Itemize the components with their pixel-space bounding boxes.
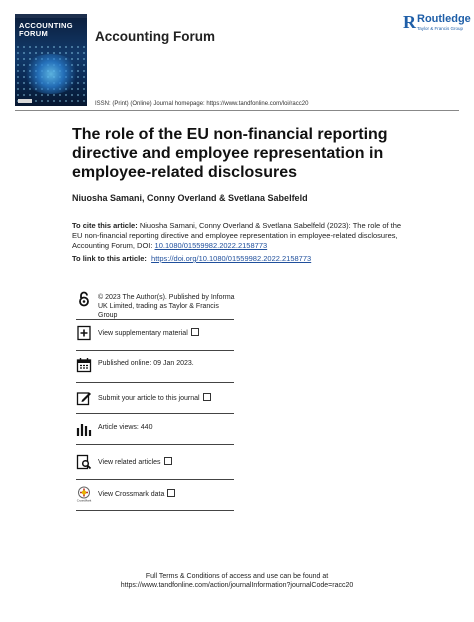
- item-divider: [76, 479, 234, 480]
- views-item: [76, 421, 236, 447]
- publisher-name: Routledge: [417, 13, 471, 25]
- cover-title: ACCOUNTING FORUM: [19, 21, 73, 38]
- article-link-block: [72, 254, 311, 263]
- external-link-icon: [167, 489, 175, 497]
- open-access-icon: [76, 291, 92, 307]
- supplementary-item[interactable]: [76, 325, 236, 351]
- submit-item[interactable]: [76, 390, 236, 416]
- cite-doi-link[interactable]: 10.1080/01559982.2022.2158773: [154, 241, 268, 250]
- link-label: To link to this article:: [72, 254, 147, 263]
- article-title: The role of the EU non-financial reporting directive and employee representation in employee-related disclosures: [72, 126, 388, 181]
- item-divider: [76, 510, 234, 511]
- item-divider: [76, 382, 234, 383]
- journal-name: Accounting Forum: [95, 29, 215, 44]
- supplementary-link[interactable]: View supplementary material: [98, 330, 188, 337]
- related-item[interactable]: [76, 454, 236, 480]
- external-link-icon: [164, 457, 172, 465]
- issn-homepage-line: ISSN: (Print) (Online) Journal homepage: https://www.tandfonline.com/loi/racc20: [95, 101, 309, 107]
- published-date: Published online: 09 Jan 2023.: [98, 360, 194, 367]
- published-item: [76, 357, 236, 383]
- calendar-icon: [76, 357, 92, 373]
- terms-footer: [0, 572, 474, 590]
- external-link-icon: [191, 328, 199, 336]
- cite-text: Niuosha Samani, Conny Overland & Svetlana Sabelfeld (2023): The role of the EU non-financial reporting directive and employee representation in employee-related disclosures, Accounting Forum, DOI:: [72, 221, 402, 250]
- crossmark-item[interactable]: [76, 486, 236, 514]
- cite-label: To cite this article:: [72, 221, 138, 230]
- article-authors: Niuosha Samani, Conny Overland & Svetlana Sabelfeld: [72, 193, 308, 203]
- crossmark-badge-label: CrossMark: [76, 498, 92, 502]
- journal-cover-image: [15, 14, 87, 106]
- terms-line: Full Terms & Conditions of access and use can be found at: [145, 573, 329, 580]
- crossmark-icon: [76, 486, 92, 502]
- article-views: Article views: 440: [98, 424, 153, 431]
- routledge-r-icon: R: [403, 12, 416, 32]
- item-divider: [76, 350, 234, 351]
- related-articles-link[interactable]: View related articles: [98, 459, 161, 466]
- search-document-icon: [76, 454, 92, 470]
- submit-article-link[interactable]: Submit your article to this journal: [98, 395, 200, 402]
- copyright-item: [76, 291, 236, 329]
- external-link-icon: [203, 393, 211, 401]
- header-divider: [15, 110, 459, 111]
- article-doi-link[interactable]: https://doi.org/10.1080/01559982.2022.2158773: [151, 254, 312, 263]
- citation-block: [72, 221, 412, 251]
- publisher-subtitle: Taylor & Francis Group: [417, 26, 464, 31]
- edit-pencil-icon: [76, 390, 92, 406]
- bar-chart-icon: [76, 421, 92, 437]
- copyright-text: © 2023 The Author(s). Published by Informa UK Limited, trading as Taylor & Francis Group: [98, 294, 235, 319]
- item-divider: [76, 319, 234, 320]
- crossmark-link[interactable]: View Crossmark data: [98, 491, 165, 498]
- terms-url[interactable]: https://www.tandfonline.com/action/journalInformation?journalCode=racc20: [120, 582, 354, 589]
- add-document-icon: [76, 325, 92, 341]
- item-divider: [76, 413, 234, 414]
- item-divider: [76, 444, 234, 445]
